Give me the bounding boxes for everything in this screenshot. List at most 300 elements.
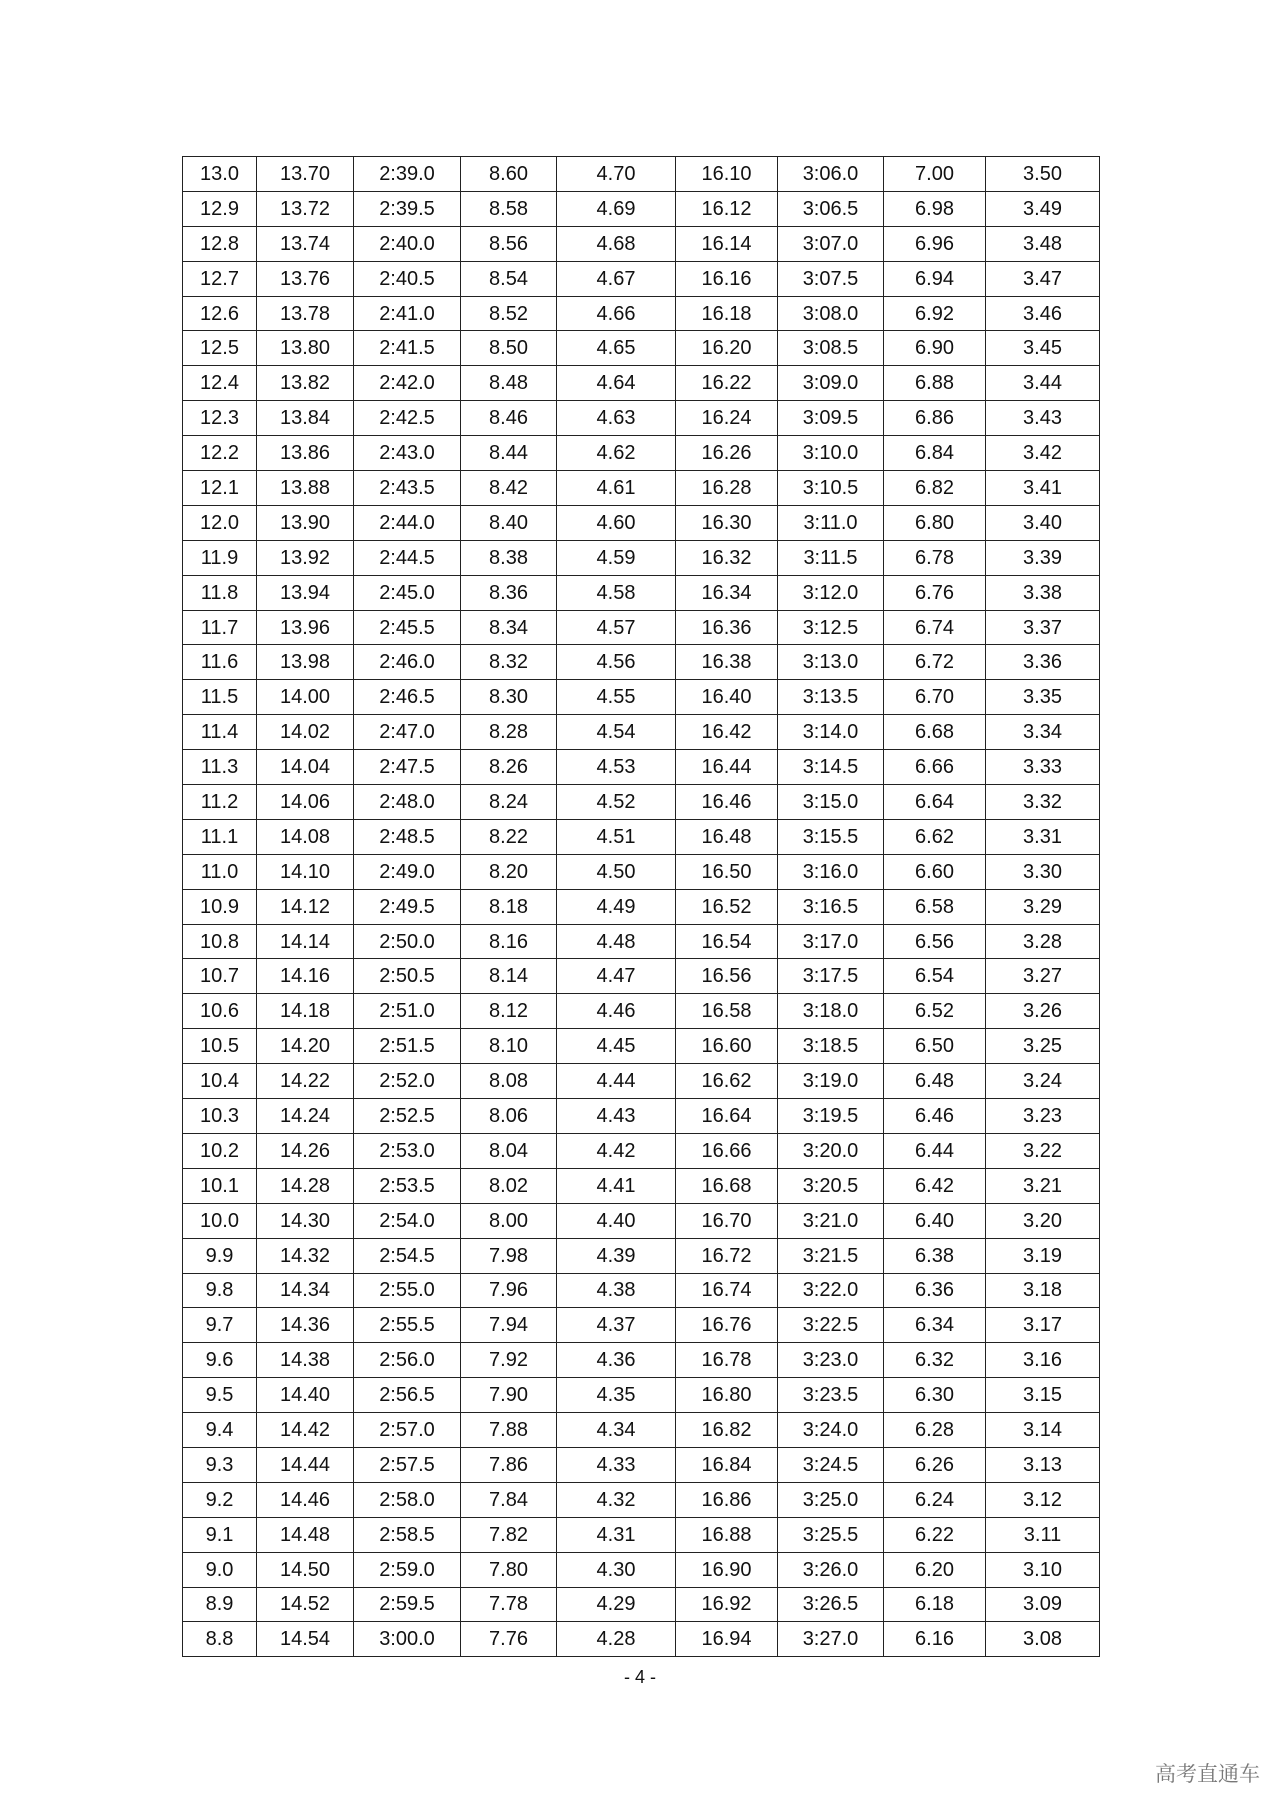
table-cell: 7.82 — [461, 1517, 557, 1552]
table-cell: 7.92 — [461, 1343, 557, 1378]
table-cell: 4.44 — [557, 1064, 676, 1099]
table-cell: 14.10 — [257, 854, 354, 889]
page-number: - 4 - — [623, 1667, 656, 1687]
table-cell: 8.08 — [461, 1064, 557, 1099]
table-cell: 16.66 — [676, 1133, 778, 1168]
table-cell: 2:52.0 — [354, 1064, 461, 1099]
table-cell: 4.60 — [557, 505, 676, 540]
table-cell: 7.96 — [461, 1273, 557, 1308]
table-cell: 2:41.0 — [354, 296, 461, 331]
table-cell: 3:20.5 — [778, 1168, 884, 1203]
table-cell: 14.08 — [257, 819, 354, 854]
table-cell: 7.00 — [884, 157, 986, 192]
table-cell: 3:24.0 — [778, 1413, 884, 1448]
table-cell: 16.40 — [676, 680, 778, 715]
table-cell: 2:43.5 — [354, 471, 461, 506]
table-cell: 10.2 — [183, 1133, 257, 1168]
table-row — [183, 1343, 1100, 1378]
table-cell: 14.48 — [257, 1517, 354, 1552]
table-cell: 4.51 — [557, 819, 676, 854]
table-row — [183, 191, 1100, 226]
table-cell: 3.23 — [986, 1099, 1100, 1134]
table-cell: 4.68 — [557, 226, 676, 261]
table-cell: 3:26.5 — [778, 1587, 884, 1622]
table-cell: 10.6 — [183, 994, 257, 1029]
table-cell: 3.12 — [986, 1482, 1100, 1517]
table-row — [183, 575, 1100, 610]
table-cell: 8.06 — [461, 1099, 557, 1134]
table-cell: 16.82 — [676, 1413, 778, 1448]
table-cell: 16.64 — [676, 1099, 778, 1134]
table-cell: 8.04 — [461, 1133, 557, 1168]
table-cell: 6.38 — [884, 1238, 986, 1273]
table-cell: 8.00 — [461, 1203, 557, 1238]
table-cell: 3:17.5 — [778, 959, 884, 994]
table-cell: 14.30 — [257, 1203, 354, 1238]
table-cell: 8.60 — [461, 157, 557, 192]
table-cell: 4.49 — [557, 889, 676, 924]
table-cell: 3.36 — [986, 645, 1100, 680]
table-cell: 14.20 — [257, 1029, 354, 1064]
table-cell: 7.84 — [461, 1482, 557, 1517]
table-cell: 2:56.5 — [354, 1378, 461, 1413]
table-cell: 14.06 — [257, 785, 354, 820]
table-cell: 3.20 — [986, 1203, 1100, 1238]
table-cell: 4.39 — [557, 1238, 676, 1273]
table-cell: 16.22 — [676, 366, 778, 401]
table-cell: 10.1 — [183, 1168, 257, 1203]
table-cell: 2:50.5 — [354, 959, 461, 994]
table-cell: 14.00 — [257, 680, 354, 715]
table-cell: 4.50 — [557, 854, 676, 889]
table-cell: 3:24.5 — [778, 1447, 884, 1482]
table-cell: 3.42 — [986, 436, 1100, 471]
table-cell: 3.15 — [986, 1378, 1100, 1413]
table-cell: 14.44 — [257, 1447, 354, 1482]
table-row — [183, 296, 1100, 331]
table-cell: 16.90 — [676, 1552, 778, 1587]
table-cell: 3:19.5 — [778, 1099, 884, 1134]
table-cell: 16.50 — [676, 854, 778, 889]
table-cell: 2:59.5 — [354, 1587, 461, 1622]
table-cell: 9.1 — [183, 1517, 257, 1552]
table-cell: 2:55.0 — [354, 1273, 461, 1308]
table-cell: 6.72 — [884, 645, 986, 680]
table-cell: 9.5 — [183, 1378, 257, 1413]
table-cell: 13.74 — [257, 226, 354, 261]
table-cell: 3:13.5 — [778, 680, 884, 715]
table-cell: 2:58.5 — [354, 1517, 461, 1552]
table-cell: 14.02 — [257, 715, 354, 750]
table-row — [183, 1482, 1100, 1517]
table-cell: 16.28 — [676, 471, 778, 506]
table-cell: 16.26 — [676, 436, 778, 471]
table-cell: 10.0 — [183, 1203, 257, 1238]
table-cell: 8.8 — [183, 1622, 257, 1657]
table-cell: 3.22 — [986, 1133, 1100, 1168]
table-cell: 7.86 — [461, 1447, 557, 1482]
table-cell: 3:14.0 — [778, 715, 884, 750]
table-row — [183, 505, 1100, 540]
table-cell: 4.53 — [557, 750, 676, 785]
table-cell: 6.24 — [884, 1482, 986, 1517]
table-cell: 3:09.5 — [778, 401, 884, 436]
table-cell: 3:19.0 — [778, 1064, 884, 1099]
table-cell: 12.9 — [183, 191, 257, 226]
table-cell: 6.82 — [884, 471, 986, 506]
table-cell: 6.96 — [884, 226, 986, 261]
table-cell: 4.65 — [557, 331, 676, 366]
table-cell: 3:16.5 — [778, 889, 884, 924]
table-cell: 6.80 — [884, 505, 986, 540]
table-row — [183, 924, 1100, 959]
table-cell: 9.9 — [183, 1238, 257, 1273]
table-cell: 4.36 — [557, 1343, 676, 1378]
table-cell: 3:25.5 — [778, 1517, 884, 1552]
table-cell: 16.10 — [676, 157, 778, 192]
table-cell: 4.67 — [557, 261, 676, 296]
table-cell: 12.2 — [183, 436, 257, 471]
table-cell: 4.63 — [557, 401, 676, 436]
table-cell: 4.56 — [557, 645, 676, 680]
table-cell: 4.62 — [557, 436, 676, 471]
table-cell: 3:20.0 — [778, 1133, 884, 1168]
table-cell: 3:09.0 — [778, 366, 884, 401]
table-cell: 9.3 — [183, 1447, 257, 1482]
table-cell: 7.94 — [461, 1308, 557, 1343]
table-cell: 3.33 — [986, 750, 1100, 785]
table-cell: 2:54.5 — [354, 1238, 461, 1273]
table-cell: 8.02 — [461, 1168, 557, 1203]
table-cell: 2:40.5 — [354, 261, 461, 296]
table-cell: 12.3 — [183, 401, 257, 436]
table-cell: 14.46 — [257, 1482, 354, 1517]
table-cell: 16.42 — [676, 715, 778, 750]
table-row — [183, 889, 1100, 924]
table-cell: 14.28 — [257, 1168, 354, 1203]
table-row — [183, 1378, 1100, 1413]
table-cell: 7.98 — [461, 1238, 557, 1273]
table-cell: 6.28 — [884, 1413, 986, 1448]
table-cell: 6.40 — [884, 1203, 986, 1238]
table-cell: 14.18 — [257, 994, 354, 1029]
table-cell: 3.43 — [986, 401, 1100, 436]
table-cell: 12.0 — [183, 505, 257, 540]
table-row — [183, 680, 1100, 715]
table-cell: 8.28 — [461, 715, 557, 750]
table-row — [183, 1238, 1100, 1273]
table-row — [183, 1203, 1100, 1238]
table-cell: 3.13 — [986, 1447, 1100, 1482]
table-cell: 2:53.5 — [354, 1168, 461, 1203]
table-cell: 6.44 — [884, 1133, 986, 1168]
table-row — [183, 994, 1100, 1029]
table-cell: 7.76 — [461, 1622, 557, 1657]
table-cell: 3:15.0 — [778, 785, 884, 820]
table-cell: 2:57.0 — [354, 1413, 461, 1448]
table-cell: 3:11.0 — [778, 505, 884, 540]
table-cell: 16.14 — [676, 226, 778, 261]
table-cell: 14.22 — [257, 1064, 354, 1099]
table-cell: 11.0 — [183, 854, 257, 889]
table-cell: 16.44 — [676, 750, 778, 785]
table-cell: 9.8 — [183, 1273, 257, 1308]
table-cell: 6.20 — [884, 1552, 986, 1587]
table-cell: 2:54.0 — [354, 1203, 461, 1238]
table-row — [183, 1029, 1100, 1064]
table-cell: 4.41 — [557, 1168, 676, 1203]
table-cell: 6.50 — [884, 1029, 986, 1064]
table-cell: 10.5 — [183, 1029, 257, 1064]
table-cell: 13.70 — [257, 157, 354, 192]
table-cell: 3.19 — [986, 1238, 1100, 1273]
table-row — [183, 645, 1100, 680]
table-cell: 6.64 — [884, 785, 986, 820]
table-row — [183, 157, 1100, 192]
table-cell: 4.70 — [557, 157, 676, 192]
table-cell: 6.36 — [884, 1273, 986, 1308]
table-cell: 6.68 — [884, 715, 986, 750]
table-cell: 6.84 — [884, 436, 986, 471]
table-cell: 8.18 — [461, 889, 557, 924]
table-row — [183, 1447, 1100, 1482]
table-cell: 4.52 — [557, 785, 676, 820]
table-cell: 11.6 — [183, 645, 257, 680]
table-cell: 14.24 — [257, 1099, 354, 1134]
table-cell: 10.3 — [183, 1099, 257, 1134]
table-cell: 3.35 — [986, 680, 1100, 715]
table-cell: 7.78 — [461, 1587, 557, 1622]
table-cell: 4.38 — [557, 1273, 676, 1308]
table-cell: 8.9 — [183, 1587, 257, 1622]
table-cell: 3:12.5 — [778, 610, 884, 645]
table-row — [183, 226, 1100, 261]
table-cell: 16.80 — [676, 1378, 778, 1413]
table-cell: 6.52 — [884, 994, 986, 1029]
table-cell: 16.48 — [676, 819, 778, 854]
table-cell: 16.24 — [676, 401, 778, 436]
table-cell: 6.22 — [884, 1517, 986, 1552]
table-cell: 3:25.0 — [778, 1482, 884, 1517]
table-cell: 2:45.5 — [354, 610, 461, 645]
table-row — [183, 471, 1100, 506]
table-cell: 4.30 — [557, 1552, 676, 1587]
table-row — [183, 436, 1100, 471]
table-cell: 8.42 — [461, 471, 557, 506]
table-cell: 4.37 — [557, 1308, 676, 1343]
table-row — [183, 1308, 1100, 1343]
table-cell: 6.76 — [884, 575, 986, 610]
table-cell: 6.98 — [884, 191, 986, 226]
table-cell: 8.52 — [461, 296, 557, 331]
table-cell: 6.90 — [884, 331, 986, 366]
table-cell: 11.7 — [183, 610, 257, 645]
table-cell: 4.31 — [557, 1517, 676, 1552]
table-cell: 3.45 — [986, 331, 1100, 366]
table-cell: 9.6 — [183, 1343, 257, 1378]
table-cell: 2:39.5 — [354, 191, 461, 226]
table-cell: 3:15.5 — [778, 819, 884, 854]
table-cell: 4.42 — [557, 1133, 676, 1168]
table-row — [183, 750, 1100, 785]
table-cell: 16.58 — [676, 994, 778, 1029]
table-cell: 4.57 — [557, 610, 676, 645]
watermark: 高考直通车 — [1155, 1762, 1260, 1786]
table-cell: 3.47 — [986, 261, 1100, 296]
table-row — [183, 1552, 1100, 1587]
table-cell: 14.50 — [257, 1552, 354, 1587]
table-cell: 3:18.5 — [778, 1029, 884, 1064]
table-cell: 9.7 — [183, 1308, 257, 1343]
table-cell: 8.12 — [461, 994, 557, 1029]
table-cell: 6.34 — [884, 1308, 986, 1343]
table-cell: 3:11.5 — [778, 540, 884, 575]
table-cell: 9.2 — [183, 1482, 257, 1517]
table-cell: 3.32 — [986, 785, 1100, 820]
table-cell: 6.70 — [884, 680, 986, 715]
table-cell: 9.0 — [183, 1552, 257, 1587]
table-cell: 14.12 — [257, 889, 354, 924]
table-cell: 2:59.0 — [354, 1552, 461, 1587]
score-table — [182, 156, 1100, 1657]
table-cell: 14.52 — [257, 1587, 354, 1622]
table-cell: 16.76 — [676, 1308, 778, 1343]
table-cell: 4.28 — [557, 1622, 676, 1657]
table-cell: 2:41.5 — [354, 331, 461, 366]
table-cell: 16.54 — [676, 924, 778, 959]
table-cell: 7.80 — [461, 1552, 557, 1587]
table-row — [183, 959, 1100, 994]
table-row — [183, 854, 1100, 889]
table-cell: 8.56 — [461, 226, 557, 261]
table-cell: 2:56.0 — [354, 1343, 461, 1378]
table-cell: 3:21.0 — [778, 1203, 884, 1238]
table-cell: 8.24 — [461, 785, 557, 820]
table-cell: 3:22.0 — [778, 1273, 884, 1308]
table-cell: 2:51.5 — [354, 1029, 461, 1064]
table-row — [183, 715, 1100, 750]
table-cell: 10.9 — [183, 889, 257, 924]
table-cell: 16.56 — [676, 959, 778, 994]
table-cell: 8.36 — [461, 575, 557, 610]
table-cell: 4.35 — [557, 1378, 676, 1413]
table-cell: 8.54 — [461, 261, 557, 296]
table-cell: 2:44.0 — [354, 505, 461, 540]
table-body — [183, 157, 1100, 1657]
table-cell: 14.34 — [257, 1273, 354, 1308]
table-cell: 8.50 — [461, 331, 557, 366]
table-cell: 3:16.0 — [778, 854, 884, 889]
table-cell: 6.60 — [884, 854, 986, 889]
table-cell: 3.17 — [986, 1308, 1100, 1343]
table-row — [183, 1413, 1100, 1448]
table-row — [183, 540, 1100, 575]
table-cell: 14.16 — [257, 959, 354, 994]
table-cell: 8.26 — [461, 750, 557, 785]
table-cell: 6.16 — [884, 1622, 986, 1657]
table-cell: 3:17.0 — [778, 924, 884, 959]
table-cell: 3.14 — [986, 1413, 1100, 1448]
table-cell: 11.5 — [183, 680, 257, 715]
table-cell: 6.32 — [884, 1343, 986, 1378]
table-cell: 3.08 — [986, 1622, 1100, 1657]
table-cell: 12.7 — [183, 261, 257, 296]
table-cell: 6.78 — [884, 540, 986, 575]
table-row — [183, 785, 1100, 820]
table-cell: 11.9 — [183, 540, 257, 575]
table-cell: 16.92 — [676, 1587, 778, 1622]
table-cell: 11.8 — [183, 575, 257, 610]
table-cell: 4.48 — [557, 924, 676, 959]
table-cell: 16.84 — [676, 1447, 778, 1482]
table-cell: 16.32 — [676, 540, 778, 575]
table-cell: 16.30 — [676, 505, 778, 540]
table-cell: 7.88 — [461, 1413, 557, 1448]
table-cell: 2:52.5 — [354, 1099, 461, 1134]
table-cell: 3:22.5 — [778, 1308, 884, 1343]
table-cell: 6.66 — [884, 750, 986, 785]
table-cell: 8.44 — [461, 436, 557, 471]
table-cell: 11.1 — [183, 819, 257, 854]
table-cell: 8.38 — [461, 540, 557, 575]
table-cell: 13.72 — [257, 191, 354, 226]
table-cell: 13.78 — [257, 296, 354, 331]
table-cell: 6.18 — [884, 1587, 986, 1622]
table-cell: 3.24 — [986, 1064, 1100, 1099]
table-cell: 3.29 — [986, 889, 1100, 924]
table-cell: 4.46 — [557, 994, 676, 1029]
table-cell: 4.32 — [557, 1482, 676, 1517]
table-cell: 16.74 — [676, 1273, 778, 1308]
table-cell: 4.29 — [557, 1587, 676, 1622]
table-row — [183, 1517, 1100, 1552]
table-cell: 16.16 — [676, 261, 778, 296]
table-cell: 3.39 — [986, 540, 1100, 575]
table-row — [183, 261, 1100, 296]
table-cell: 2:48.0 — [354, 785, 461, 820]
table-cell: 14.54 — [257, 1622, 354, 1657]
table-row — [183, 1587, 1100, 1622]
table-row — [183, 1622, 1100, 1657]
table-cell: 9.4 — [183, 1413, 257, 1448]
table-cell: 3:12.0 — [778, 575, 884, 610]
table-cell: 6.54 — [884, 959, 986, 994]
table-cell: 12.4 — [183, 366, 257, 401]
table-cell: 3.18 — [986, 1273, 1100, 1308]
table-cell: 6.94 — [884, 261, 986, 296]
table-cell: 16.36 — [676, 610, 778, 645]
table-cell: 6.56 — [884, 924, 986, 959]
table-cell: 13.80 — [257, 331, 354, 366]
table-cell: 6.48 — [884, 1064, 986, 1099]
table-cell: 8.32 — [461, 645, 557, 680]
table-cell: 2:55.5 — [354, 1308, 461, 1343]
table-cell: 6.42 — [884, 1168, 986, 1203]
table-cell: 3.09 — [986, 1587, 1100, 1622]
table-cell: 2:57.5 — [354, 1447, 461, 1482]
table-cell: 3:07.0 — [778, 226, 884, 261]
table-cell: 16.18 — [676, 296, 778, 331]
table-cell: 3:13.0 — [778, 645, 884, 680]
table-cell: 13.76 — [257, 261, 354, 296]
table-cell: 16.46 — [676, 785, 778, 820]
table-cell: 8.22 — [461, 819, 557, 854]
table-cell: 11.3 — [183, 750, 257, 785]
table-cell: 12.1 — [183, 471, 257, 506]
table-cell: 12.5 — [183, 331, 257, 366]
table-cell: 14.42 — [257, 1413, 354, 1448]
table-cell: 10.4 — [183, 1064, 257, 1099]
